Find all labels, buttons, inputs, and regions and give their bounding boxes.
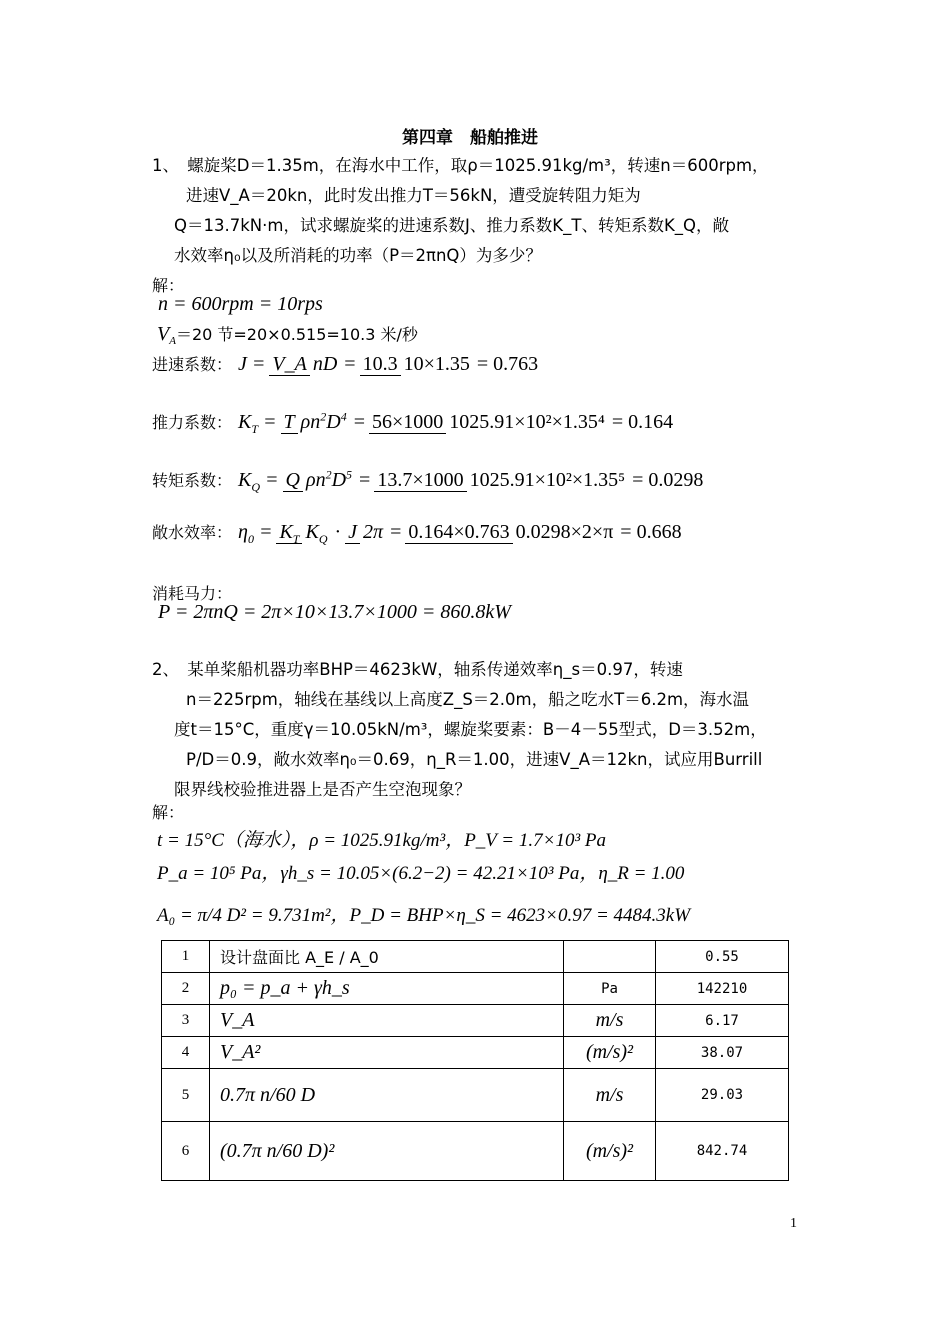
problem1-line-2: 进速V_A＝20kn，此时发出推力T＝56kN，遭受旋转阻力矩为 <box>186 186 641 205</box>
chapter-title: 第四章 船舶推进 <box>402 128 538 148</box>
eq-va <box>157 322 418 347</box>
eq-p2-line-1: t = 15°C（海水），ρ = 1025.91kg/m³，P_V = 1.7×10³ Pa <box>157 830 607 851</box>
j-symbol: J = <box>238 353 266 375</box>
row-unit: Pa <box>564 973 656 1005</box>
row-value: 6.17 <box>656 1005 789 1037</box>
eta-symbol: $\eta_0$ = <box>238 521 273 546</box>
table-row <box>162 1005 789 1037</box>
eq-p2-line-3: A₀ = π/4 D² = 9.731m²，P_D = BHP×η_S = 4623×0.97 = 4484.3kW <box>157 905 691 926</box>
j-fraction-2 <box>360 352 473 376</box>
row-unit <box>564 941 656 973</box>
j-num: V_A <box>269 353 309 376</box>
solution-label-1: 解： <box>152 276 185 295</box>
kt-fraction-1: T $\rho n^2D^4$ <box>281 404 350 434</box>
row-desc: (0.7π n/60 D)² <box>210 1122 564 1181</box>
problem2-line-1: 2、 某单桨船机器功率BHP＝4623kW，轴系传递效率η_s＝0.97，转速 <box>152 660 683 679</box>
row-desc: 设计盘面比 A_E / A_0 <box>210 941 564 973</box>
eta-result: = 0.668 <box>620 521 682 543</box>
power-equation: P = 2πnQ = 2π×10×13.7×1000 = 860.8kW <box>158 601 511 623</box>
eq-n: n = 600rpm = 10rps <box>158 293 323 315</box>
eq-va-sub: A <box>169 335 176 348</box>
j-den2: 10×1.35 <box>403 353 470 375</box>
kt-den2: 1025.91×10²×1.35⁴ <box>449 410 605 433</box>
eta-den2: 0.0298×2×π <box>515 521 614 543</box>
row-value: 29.03 <box>656 1069 789 1122</box>
eta-label: 敞水效率： <box>152 523 233 542</box>
kq-result: = 0.0298 <box>632 468 704 491</box>
row-unit: (m/s)² <box>564 1037 656 1069</box>
page-number: 1 <box>790 1216 797 1231</box>
row-desc: 0.7π n/60 D <box>210 1069 564 1122</box>
problem1-line-1: 1、 螺旋桨D＝1.35m，在海水中工作，取ρ＝1025.91kg/m³，转速n＝600rpm， <box>152 156 769 175</box>
row-value: 38.07 <box>656 1037 789 1069</box>
solution-label-2: 解： <box>152 803 185 822</box>
table-row <box>162 1037 789 1069</box>
eq-va-text: ＝20 节=20×0.515=10.3 米/秒 <box>175 325 418 344</box>
row-desc: V_A² <box>210 1037 564 1069</box>
problem1-line-3: Q＝13.7kN·m，试求螺旋桨的进速系数J、推力系数K_T、转矩系数K_Q，敞 <box>174 216 730 235</box>
problem2-line-2: n＝225rpm，轴线在基线以上高度Z_S＝2.0m，船之吃水T＝6.2m，海水温 <box>186 690 750 709</box>
eq-kt: 推力系数： $K_T$ = T $\rho n^2D^4$ = 56×1000 1025.91×10²×1.35⁴ = 0.164 <box>152 404 673 437</box>
eq-p2-line-2: P_a = 10⁵ Pa，γh_s = 10.05×(6.2−2) = 42.21×10³ Pa，η_R = 1.00 <box>157 863 685 884</box>
kq-symbol: $K_Q$ = <box>238 468 279 494</box>
row-no: 4 <box>162 1037 210 1069</box>
row-no: 3 <box>162 1005 210 1037</box>
row-unit: (m/s)² <box>564 1122 656 1181</box>
eta-fraction-1: $K_T$ $K_Q$ <box>276 520 330 551</box>
eta-num2: 0.164×0.763 <box>405 521 512 544</box>
row-desc: p₀ = p_a + γh_s <box>210 973 564 1005</box>
kq-num2: 13.7×1000 <box>374 469 466 492</box>
table-row <box>162 941 789 973</box>
row-value: 842.74 <box>656 1122 789 1181</box>
kq-label: 转矩系数： <box>152 470 233 490</box>
kt-fraction-2 <box>369 410 608 434</box>
row-no: 5 <box>162 1069 210 1122</box>
eta-fraction-3 <box>405 520 616 544</box>
row-unit: m/s <box>564 1069 656 1122</box>
problem2-line-5: 限界线校验推进器上是否产生空泡现象？ <box>174 780 471 799</box>
eq-kq: 转矩系数： $K_Q$ = Q $\rho n^2D^5$ = 13.7×1000 1025.91×10²×1.35⁵ = 0.0298 <box>152 462 703 495</box>
eq-j: 进速系数： J = V_A nD = 10.3 10×1.35 = 0.763 <box>152 353 539 375</box>
row-no: 6 <box>162 1122 210 1181</box>
row-value: 142210 <box>656 973 789 1005</box>
row-no: 2 <box>162 973 210 1005</box>
kt-label: 推力系数： <box>152 412 233 432</box>
kq-fraction-2 <box>374 468 628 492</box>
kq-fraction-1: Q $\rho n^2D^5$ <box>283 462 356 492</box>
table-row <box>162 1069 789 1122</box>
j-result: = 0.763 <box>476 353 539 375</box>
power-label: 消耗马力： <box>152 584 233 603</box>
eq-va-symbol: V <box>157 323 170 345</box>
problem1-line-4: 水效率η₀以及所消耗的功率（P＝2πnQ）为多少？ <box>174 246 542 265</box>
eta-fraction-2: J 2π <box>345 520 386 544</box>
row-no: 1 <box>162 941 210 973</box>
j-fraction-1 <box>269 352 340 376</box>
kt-symbol: $K_T$ = <box>238 410 277 436</box>
eq-eta0: 敞水效率： $\eta_0$ = $K_T$ $K_Q$ · J 2π = 0.164×0.763 0.0298×2×π = 0.668 <box>152 520 682 551</box>
row-desc: V_A <box>210 1005 564 1037</box>
calculation-table <box>161 940 789 1181</box>
table-row <box>162 1122 789 1181</box>
j-num2: 10.3 <box>360 353 401 376</box>
row-unit: m/s <box>564 1005 656 1037</box>
j-den: nD <box>312 353 338 375</box>
problem2-line-4: P/D＝0.9，敞水效率η₀＝0.69，η_R＝1.00，进速V_A＝12kn，试应用Burrill <box>186 750 763 769</box>
kq-den2: 1025.91×10²×1.35⁵ <box>469 468 626 491</box>
table-row <box>162 973 789 1005</box>
kt-num2: 56×1000 <box>369 411 446 434</box>
kt-result: = 0.164 <box>611 410 674 433</box>
row-value: 0.55 <box>656 941 789 973</box>
j-label: 进速系数： <box>152 355 233 374</box>
problem2-line-3: 度t＝15°C，重度γ＝10.05kN/m³，螺旋桨要素：B－4－55型式，D＝3.52m， <box>174 720 767 739</box>
